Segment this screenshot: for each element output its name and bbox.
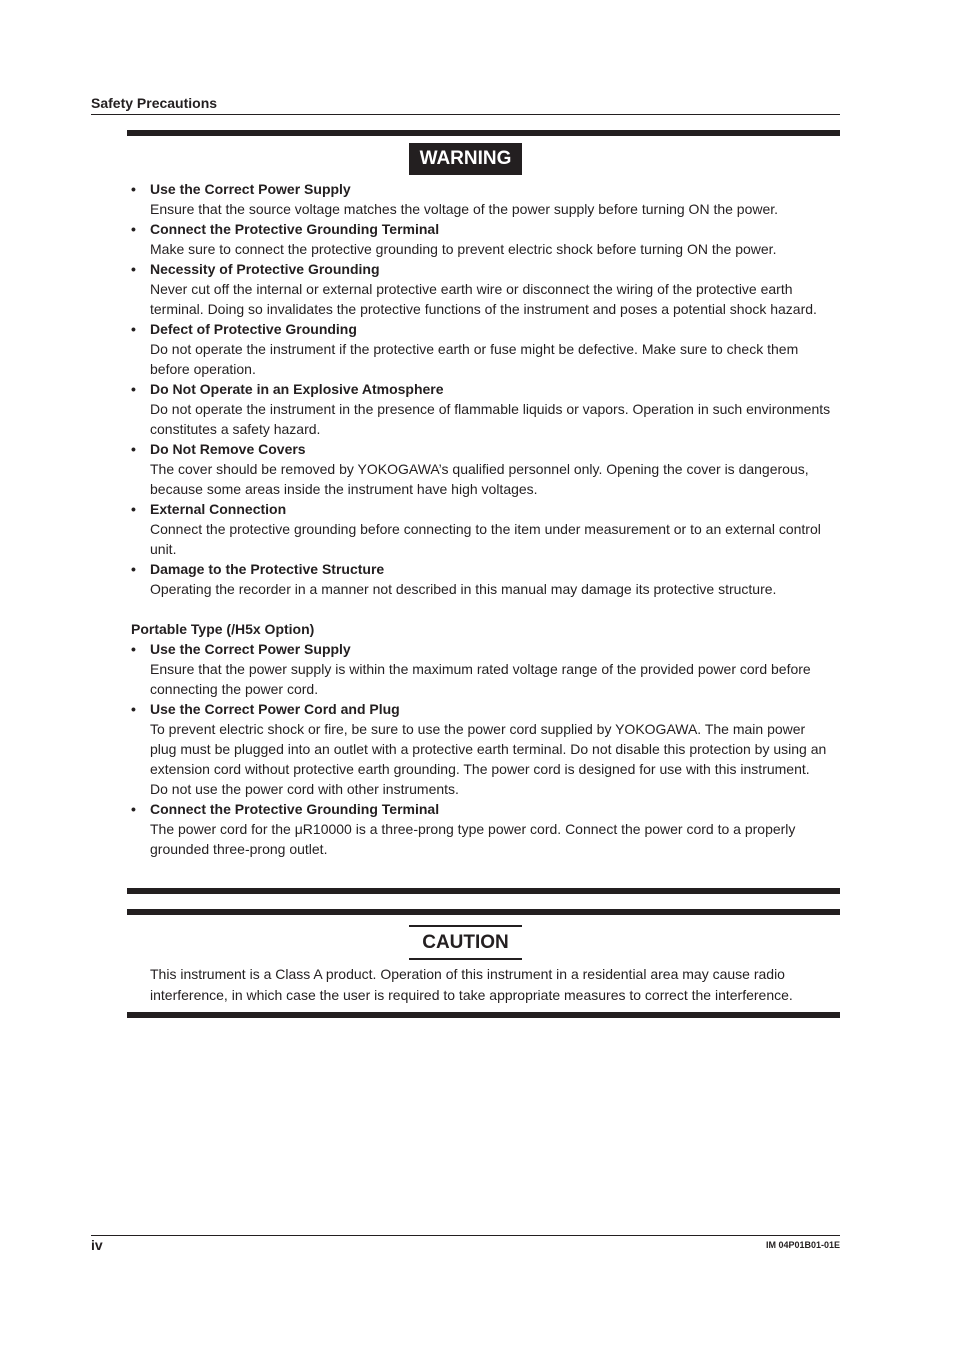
warning-item-title: Necessity of Protective Grounding	[150, 261, 380, 277]
warning-content	[131, 179, 831, 859]
bullet: •	[131, 701, 136, 717]
warning-item	[131, 559, 831, 599]
bullet: •	[131, 381, 136, 397]
header-divider	[91, 114, 840, 115]
caution-body: This instrument is a Class A product. Operation of this instrument in a residential area may cause radio interference, in which case the user is required to take appropriate measures to correct the interference.	[150, 966, 793, 1003]
warning-bottom-bar	[127, 888, 840, 894]
warning-item-title: Defect of Protective Grounding	[150, 321, 357, 337]
portable-item	[131, 639, 831, 699]
warning-item-title: Damage to the Protective Structure	[150, 561, 385, 577]
warning-item	[131, 319, 831, 379]
page-number: iv	[91, 1237, 103, 1253]
warning-item-body: Operating the recorder in a manner not described in this manual may damage its protective structure.	[150, 581, 777, 597]
warning-item-title: External Connection	[150, 501, 287, 517]
bullet: •	[131, 261, 136, 277]
warning-item	[131, 219, 831, 259]
bullet: •	[131, 181, 136, 197]
warning-item-body: Do not operate the instrument in the presence of flammable liquids or vapors. Operation in such environments constitutes a safety hazard.	[150, 401, 831, 437]
portable-item-title: Use the Correct Power Supply	[150, 641, 351, 657]
warning-item-title: Connect the Protective Grounding Terminal	[150, 221, 440, 237]
warning-item-body: The cover should be removed by YOKOGAWA’s qualified personnel only. Opening the cover is dangerous, because some areas inside the instrument have high voltages.	[150, 461, 809, 497]
warning-item-body: Make sure to connect the protective grounding to prevent electric shock before turning ON the power.	[150, 241, 777, 257]
warning-item	[131, 439, 831, 499]
caution-top-bar	[127, 909, 840, 915]
portable-item	[131, 699, 831, 799]
warning-item	[131, 259, 831, 319]
warning-item-title: Do Not Remove Covers	[150, 441, 306, 457]
caution-bottom-bar	[127, 1012, 840, 1018]
footer-divider	[91, 1235, 840, 1236]
page-header-title: Safety Precautions	[91, 95, 218, 111]
bullet: •	[131, 501, 136, 517]
caution-label: CAUTION	[409, 925, 522, 960]
warning-item-body: Connect the protective grounding before connecting to the item under measurement or to an external control unit.	[150, 521, 821, 557]
portable-item-title: Use the Correct Power Cord and Plug	[150, 701, 400, 717]
warning-item	[131, 499, 831, 559]
warning-item	[131, 379, 831, 439]
portable-item-body: To prevent electric shock or fire, be sure to use the power cord supplied by YOKOGAWA. The main power plug must be plugged into an outlet with a protective earth terminal. Do not disable this protection by using an extension cord without protective earth grounding. The power cord is designed for use with this instrument. Do not use the power cord with other instruments.	[150, 721, 827, 797]
bullet: •	[131, 561, 136, 577]
portable-item-title: Connect the Protective Grounding Terminal	[150, 801, 440, 817]
warning-item-body: Ensure that the source voltage matches the voltage of the power supply before turning ON the power.	[150, 201, 779, 217]
warning-item-title: Use the Correct Power Supply	[150, 181, 351, 197]
portable-item-body: The power cord for the μR10000 is a three-prong type power cord. Connect the power cord to a properly grounded three-prong outlet.	[150, 821, 796, 857]
document-id: IM 04P01B01-01E	[765, 1240, 840, 1250]
bullet: •	[131, 641, 136, 657]
portable-item	[131, 799, 831, 859]
bullet: •	[131, 441, 136, 457]
portable-item-body: Ensure that the power supply is within the maximum rated voltage range of the provided power cord before connecting the power cord.	[150, 661, 811, 697]
warning-item-body: Do not operate the instrument if the protective earth or fuse might be defective. Make sure to check them before operation.	[150, 341, 799, 377]
warning-item	[131, 179, 831, 219]
bullet: •	[131, 221, 136, 237]
warning-item-body: Never cut off the internal or external protective earth wire or disconnect the wiring of the protective earth terminal. Doing so invalidates the protective functions of the instrument and poses a potential shock hazard.	[150, 281, 817, 317]
warning-top-bar	[127, 130, 840, 136]
bullet: •	[131, 801, 136, 817]
warning-label: WARNING	[409, 143, 522, 175]
warning-item-title: Do Not Operate in an Explosive Atmosphere	[150, 381, 444, 397]
portable-type-heading: Portable Type (/H5x Option)	[131, 621, 315, 637]
bullet: •	[131, 321, 136, 337]
